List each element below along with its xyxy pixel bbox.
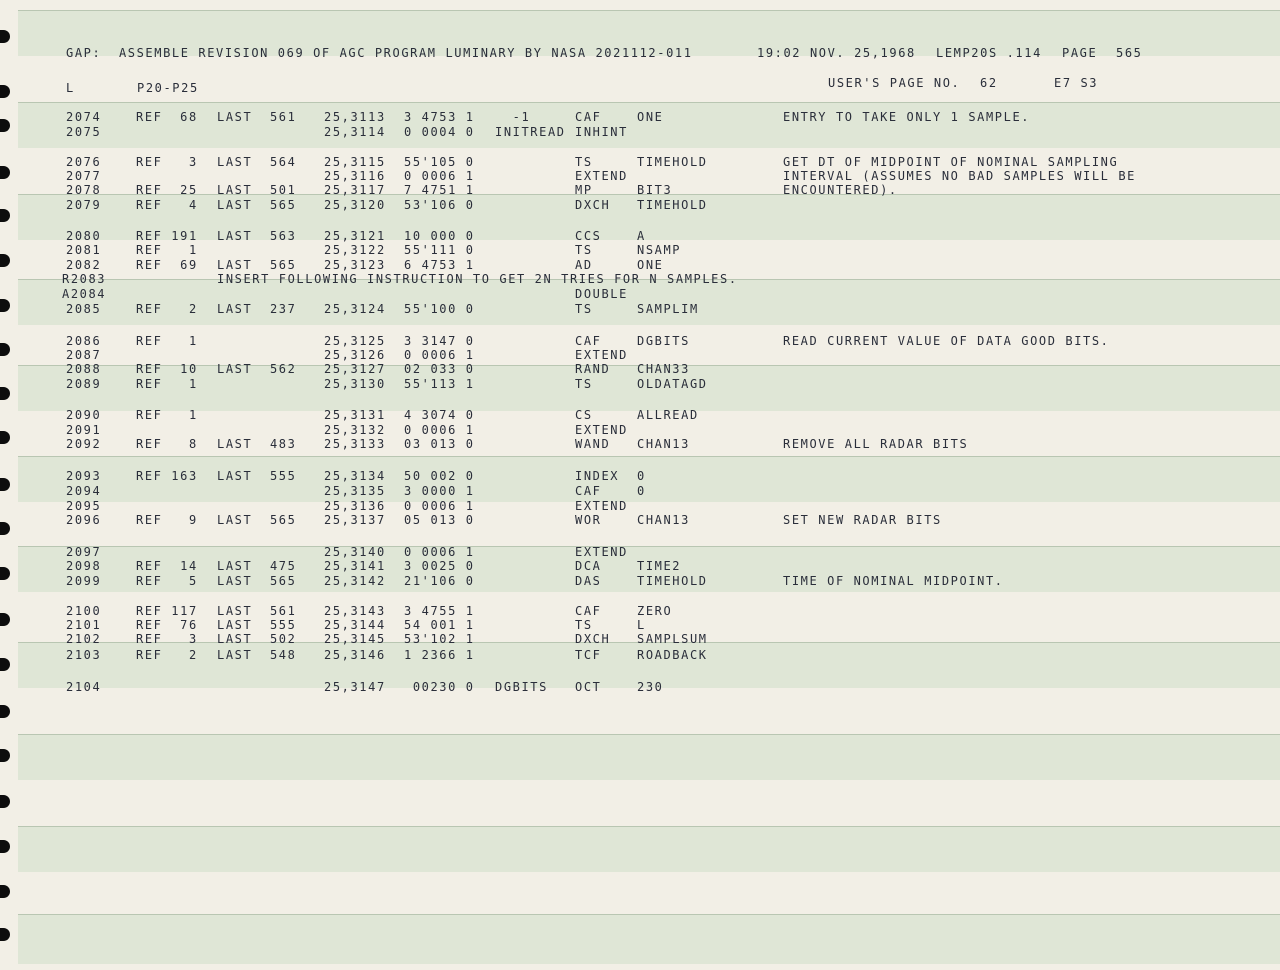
ref-field: REF 10 <box>136 362 198 376</box>
address: 25,3116 <box>324 169 386 183</box>
green-band <box>18 826 1280 872</box>
opcode: WOR <box>575 513 602 527</box>
section-letter: L <box>66 81 75 95</box>
line-number: 2104 <box>66 680 102 694</box>
comment: TIME OF NOMINAL MIDPOINT. <box>783 574 1004 588</box>
operand: 230 <box>637 680 664 694</box>
last-field: LAST 237 <box>217 302 297 316</box>
address: 25,3121 <box>324 229 386 243</box>
operand: TIMEHOLD <box>637 198 708 212</box>
binder-hole <box>0 567 10 580</box>
octal-word: 7 4751 1 <box>404 183 475 197</box>
last-field: LAST 565 <box>217 513 297 527</box>
opcode: TS <box>575 243 593 257</box>
binder-hole <box>0 522 10 535</box>
ref-field: REF 9 <box>136 513 198 527</box>
assembly-title: GAP: ASSEMBLE REVISION 069 OF AGC PROGRAM LUMINARY BY NASA 2021112-011 <box>66 46 693 60</box>
line-number: 2098 <box>66 559 102 573</box>
line-number: 2087 <box>66 348 102 362</box>
opcode: CAF <box>575 484 602 498</box>
operand: ONE <box>637 110 664 124</box>
binder-hole <box>0 840 10 853</box>
operand: CHAN33 <box>637 362 690 376</box>
green-band <box>18 102 1280 148</box>
octal-word: 0 0006 1 <box>404 499 475 513</box>
operand: DGBITS <box>637 334 690 348</box>
binder-hole <box>0 613 10 626</box>
address: 25,3122 <box>324 243 386 257</box>
line-number: 2085 <box>66 302 102 316</box>
line-number: 2082 <box>66 258 102 272</box>
line-number: 2074 <box>66 110 102 124</box>
opcode: AD <box>575 258 593 272</box>
last-field: LAST 555 <box>217 469 297 483</box>
octal-word: 02 033 0 <box>404 362 475 376</box>
address: 25,3146 <box>324 648 386 662</box>
octal-word: 1 2366 1 <box>404 648 475 662</box>
octal-word: 03 013 0 <box>404 437 475 451</box>
line-number: 2100 <box>66 604 102 618</box>
line-number: 2086 <box>66 334 102 348</box>
ref-field: REF 5 <box>136 574 198 588</box>
ref-field: REF 117 <box>136 604 198 618</box>
address: 25,3147 <box>324 680 386 694</box>
ref-field: REF 68 <box>136 110 198 124</box>
binder-hole <box>0 30 10 43</box>
ref-field: REF 2 <box>136 302 198 316</box>
address: 25,3131 <box>324 408 386 422</box>
comment: GET DT OF MIDPOINT OF NOMINAL SAMPLING <box>783 155 1119 169</box>
binder-hole <box>0 658 10 671</box>
users-page-label: USER'S PAGE NO. <box>828 76 961 90</box>
operand: NSAMP <box>637 243 682 257</box>
comment: INTERVAL (ASSUMES NO BAD SAMPLES WILL BE <box>783 169 1136 183</box>
octal-word: 55'105 0 <box>404 155 475 169</box>
green-band <box>18 734 1280 780</box>
line-number: 2079 <box>66 198 102 212</box>
octal-word: 00230 0 <box>404 680 475 694</box>
last-field: LAST 475 <box>217 559 297 573</box>
operand: TIMEHOLD <box>637 574 708 588</box>
ref-field: REF 69 <box>136 258 198 272</box>
opcode: EXTEND <box>575 499 628 513</box>
octal-word: 54 001 1 <box>404 618 475 632</box>
last-field: LAST 565 <box>217 574 297 588</box>
ref-field: REF 8 <box>136 437 198 451</box>
operand: ONE <box>637 258 664 272</box>
comment: READ CURRENT VALUE OF DATA GOOD BITS. <box>783 334 1110 348</box>
last-field: LAST 561 <box>217 604 297 618</box>
last-field: LAST 501 <box>217 183 297 197</box>
band-rule <box>18 102 1280 103</box>
operand: ROADBACK <box>637 648 708 662</box>
assembly-timestamp: 19:02 NOV. 25,1968 <box>757 46 916 60</box>
line-number: 2092 <box>66 437 102 451</box>
opcode: TS <box>575 302 593 316</box>
address: 25,3145 <box>324 632 386 646</box>
octal-word: 0 0006 1 <box>404 545 475 559</box>
line-number: 2081 <box>66 243 102 257</box>
ref-field: REF 4 <box>136 198 198 212</box>
line-number: 2080 <box>66 229 102 243</box>
binder-hole <box>0 85 10 98</box>
address: 25,3127 <box>324 362 386 376</box>
label: INITREAD <box>495 125 566 139</box>
octal-word: 3 0025 0 <box>404 559 475 573</box>
octal-word: 3 3147 0 <box>404 334 475 348</box>
binder-hole <box>0 343 10 356</box>
comment: ENTRY TO TAKE ONLY 1 SAMPLE. <box>783 110 1031 124</box>
label: DGBITS <box>495 680 548 694</box>
opcode: INDEX <box>575 469 620 483</box>
octal-word: 55'111 0 <box>404 243 475 257</box>
line-number: 2095 <box>66 499 102 513</box>
last-field: LAST 565 <box>217 198 297 212</box>
opcode: EXTEND <box>575 423 628 437</box>
page-label: PAGE <box>1062 46 1098 60</box>
band-rule <box>18 10 1280 11</box>
operand: OLDATAGD <box>637 377 708 391</box>
last-field: LAST 563 <box>217 229 297 243</box>
line-number: 2078 <box>66 183 102 197</box>
last-field: LAST 483 <box>217 437 297 451</box>
ref-field: REF 163 <box>136 469 198 483</box>
octal-word: 4 3074 0 <box>404 408 475 422</box>
ref-field: REF 191 <box>136 229 198 243</box>
octal-word: 50 002 0 <box>404 469 475 483</box>
address: 25,3133 <box>324 437 386 451</box>
address: 25,3120 <box>324 198 386 212</box>
address: 25,3115 <box>324 155 386 169</box>
octal-word: 0 0006 1 <box>404 348 475 362</box>
band-rule <box>18 456 1280 457</box>
binder-hole <box>0 795 10 808</box>
ref-field: REF 76 <box>136 618 198 632</box>
binder-hole <box>0 254 10 267</box>
binder-hole <box>0 431 10 444</box>
address: 25,3141 <box>324 559 386 573</box>
opcode: EXTEND <box>575 545 628 559</box>
binder-hole <box>0 928 10 941</box>
opcode: TS <box>575 618 593 632</box>
address: 25,3113 <box>324 110 386 124</box>
binder-hole <box>0 119 10 132</box>
opcode: MP <box>575 183 593 197</box>
opcode: CAF <box>575 604 602 618</box>
line-number: A2084 <box>62 287 107 301</box>
address: 25,3125 <box>324 334 386 348</box>
opcode: EXTEND <box>575 169 628 183</box>
opcode: CCS <box>575 229 602 243</box>
address: 25,3140 <box>324 545 386 559</box>
octal-word: 0 0006 1 <box>404 423 475 437</box>
octal-word: 3 4755 1 <box>404 604 475 618</box>
address: 25,3114 <box>324 125 386 139</box>
operand: CHAN13 <box>637 513 690 527</box>
program-id: LEMP20S .114 <box>936 46 1042 60</box>
last-field: LAST 565 <box>217 258 297 272</box>
address: 25,3117 <box>324 183 386 197</box>
opcode: RAND <box>575 362 611 376</box>
ref-field: REF 3 <box>136 632 198 646</box>
band-rule <box>18 914 1280 915</box>
ref-field: REF 14 <box>136 559 198 573</box>
address: 25,3132 <box>324 423 386 437</box>
operand: TIME2 <box>637 559 682 573</box>
octal-word: 05 013 0 <box>404 513 475 527</box>
opcode: OCT <box>575 680 602 694</box>
line-number: 2090 <box>66 408 102 422</box>
opcode: DXCH <box>575 198 611 212</box>
line-number: 2099 <box>66 574 102 588</box>
line-number: 2094 <box>66 484 102 498</box>
opcode: EXTEND <box>575 348 628 362</box>
opcode: DAS <box>575 574 602 588</box>
octal-word: 55'100 0 <box>404 302 475 316</box>
opcode: CS <box>575 408 593 422</box>
address: 25,3143 <box>324 604 386 618</box>
last-field: LAST 561 <box>217 110 297 124</box>
octal-word: 21'106 0 <box>404 574 475 588</box>
operand: 0 <box>637 484 646 498</box>
opcode: TS <box>575 155 593 169</box>
ref-field: REF 1 <box>136 408 198 422</box>
last-field: LAST 562 <box>217 362 297 376</box>
opcode: DCA <box>575 559 602 573</box>
opcode: DXCH <box>575 632 611 646</box>
band-rule <box>18 826 1280 827</box>
line-number: 2097 <box>66 545 102 559</box>
section-code: E7 S3 <box>1054 76 1099 90</box>
octal-word: 6 4753 1 <box>404 258 475 272</box>
band-rule <box>18 546 1280 547</box>
address: 25,3136 <box>324 499 386 513</box>
address: 25,3124 <box>324 302 386 316</box>
opcode: DOUBLE <box>575 287 628 301</box>
operand: A <box>637 229 646 243</box>
green-band <box>18 914 1280 964</box>
comment: REMOVE ALL RADAR BITS <box>783 437 969 451</box>
binder-hole <box>0 299 10 312</box>
operand: L <box>637 618 646 632</box>
line-number: 2096 <box>66 513 102 527</box>
octal-word: 0 0006 1 <box>404 169 475 183</box>
binder-hole <box>0 749 10 762</box>
address: 25,3135 <box>324 484 386 498</box>
ref-field: REF 25 <box>136 183 198 197</box>
ref-field: REF 2 <box>136 648 198 662</box>
line-number: 2093 <box>66 469 102 483</box>
last-field: LAST 555 <box>217 618 297 632</box>
octal-word: 55'113 1 <box>404 377 475 391</box>
opcode: CAF <box>575 110 602 124</box>
ref-field: REF 1 <box>136 243 198 257</box>
octal-word: 10 000 0 <box>404 229 475 243</box>
line-number: 2101 <box>66 618 102 632</box>
opcode: WAND <box>575 437 611 451</box>
operand: ALLREAD <box>637 408 699 422</box>
operand: CHAN13 <box>637 437 690 451</box>
binder-hole <box>0 478 10 491</box>
band-rule <box>18 734 1280 735</box>
address: 25,3137 <box>324 513 386 527</box>
address: 25,3144 <box>324 618 386 632</box>
ref-field: REF 3 <box>136 155 198 169</box>
comment: ENCOUNTERED). <box>783 183 898 197</box>
users-page-number: 62 <box>980 76 998 90</box>
operand: SAMPLIM <box>637 302 699 316</box>
ref-field: REF 1 <box>136 377 198 391</box>
address: 25,3123 <box>324 258 386 272</box>
opcode: INHINT <box>575 125 628 139</box>
address: 25,3142 <box>324 574 386 588</box>
last-field: LAST 548 <box>217 648 297 662</box>
last-field: INSERT FOLLOWING INSTRUCTION TO GET 2N TRIES FOR N SAMPLES. <box>217 272 738 286</box>
binder-hole <box>0 705 10 718</box>
binder-hole <box>0 166 10 179</box>
operand: TIMEHOLD <box>637 155 708 169</box>
last-field: LAST 502 <box>217 632 297 646</box>
operand: ZERO <box>637 604 673 618</box>
line-number: 2088 <box>66 362 102 376</box>
binder-hole <box>0 387 10 400</box>
octal-word: 3 0000 1 <box>404 484 475 498</box>
operand: 0 <box>637 469 646 483</box>
octal-word: 0 0004 0 <box>404 125 475 139</box>
ref-field: REF 1 <box>136 334 198 348</box>
line-number: 2075 <box>66 125 102 139</box>
line-number: 2102 <box>66 632 102 646</box>
opcode: TCF <box>575 648 602 662</box>
binder-hole <box>0 885 10 898</box>
comment: SET NEW RADAR BITS <box>783 513 942 527</box>
address: 25,3134 <box>324 469 386 483</box>
section-name: P20-P25 <box>137 81 199 95</box>
page-number: 565 <box>1116 46 1143 60</box>
binder-hole <box>0 209 10 222</box>
operand: BIT3 <box>637 183 673 197</box>
address: 25,3130 <box>324 377 386 391</box>
line-number: 2077 <box>66 169 102 183</box>
address: 25,3126 <box>324 348 386 362</box>
last-field: LAST 564 <box>217 155 297 169</box>
green-band <box>18 456 1280 502</box>
opcode: CAF <box>575 334 602 348</box>
line-number: 2076 <box>66 155 102 169</box>
line-number: R2083 <box>62 272 107 286</box>
opcode: TS <box>575 377 593 391</box>
line-number: 2091 <box>66 423 102 437</box>
operand: SAMPLSUM <box>637 632 708 646</box>
octal-word: 53'106 0 <box>404 198 475 212</box>
label: -1 <box>495 110 531 124</box>
line-number: 2089 <box>66 377 102 391</box>
line-number: 2103 <box>66 648 102 662</box>
octal-word: 3 4753 1 <box>404 110 475 124</box>
octal-word: 53'102 1 <box>404 632 475 646</box>
